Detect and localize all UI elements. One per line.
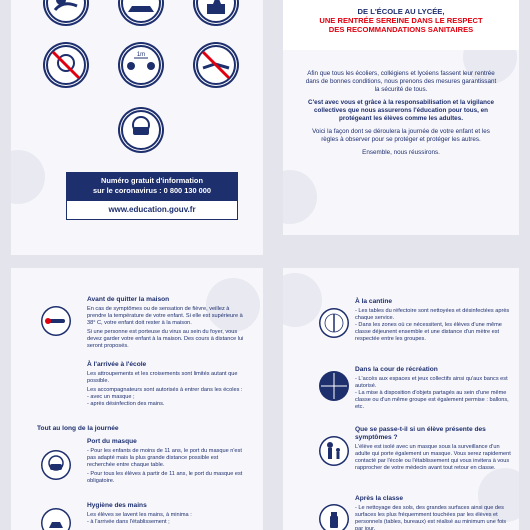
section-mask xyxy=(87,438,245,485)
thermometer-icon xyxy=(41,306,71,336)
spray-bottle-icon xyxy=(319,504,349,530)
face-mask-icon xyxy=(118,107,164,153)
section-text: - avec un masque ; xyxy=(87,394,135,400)
header-line1: DE L'ÉCOLE AU LYCÉE, xyxy=(357,7,445,16)
adult-child-icon xyxy=(319,436,349,466)
intro-panel xyxy=(283,0,519,235)
section-text: Les attroupements et les croisements sont limités autant que possible. xyxy=(87,371,238,384)
section-title: Après la classe xyxy=(355,495,404,502)
section-text: - Pour tous les élèves à partir de 11 ans, le port du masque est obligatoire. xyxy=(87,471,243,484)
section-text: - après désinfection des mains. xyxy=(87,401,165,407)
hotline-line1: Numéro gratuit d'information xyxy=(101,176,203,185)
section-title: Port du masque xyxy=(87,438,137,445)
cutlery-icon xyxy=(319,308,349,338)
cough-into-elbow-icon xyxy=(43,0,89,26)
child-mask-icon xyxy=(41,450,71,480)
hotline-line2: sur le coronavirus : 0 800 130 000 xyxy=(93,186,211,195)
section-title: Avant de quitter la maison xyxy=(87,296,170,303)
no-touching-face-icon xyxy=(43,42,89,88)
section-text: - Les tables du réfectoire sont nettoyées et désinfectées après chaque service. xyxy=(355,308,510,321)
section-after-class xyxy=(355,495,511,530)
section-text: - La mise à disposition d'objets partagés au sein d'une même classe ou d'un même groupe est également permise : ballons, etc. xyxy=(355,390,509,410)
section-before-home xyxy=(87,296,245,350)
virus-watermark xyxy=(283,273,322,327)
header-line2: UNE RENTRÉE SEREINE DANS LE RESPECT xyxy=(319,16,483,25)
daily-routine-panel xyxy=(11,268,263,530)
school-life-panel xyxy=(283,268,519,530)
section-title: Que se passe-t-il si un élève présente des symptômes ? xyxy=(355,426,486,441)
section-title: Hygiène des mains xyxy=(87,502,147,509)
section-text: Les accompagnateurs sont autorisés à entrer dans les écoles : xyxy=(87,387,243,393)
section-text: Les élèves se lavent les mains, à minima : xyxy=(87,512,192,518)
section-text: - à l'arrivée dans l'établissement ; xyxy=(87,519,170,525)
basketball-icon xyxy=(319,371,349,401)
pictogram-panel xyxy=(11,0,263,255)
intro-body xyxy=(303,70,499,162)
intro-paragraph-2: C'est avec vous et grâce à la responsabilisation et la vigilance collectives que nous assurerons l'éducation pour tous, en protégeant les élèves comme les adultes. xyxy=(308,99,494,122)
section-all-day-title: Tout au long de la journée xyxy=(37,425,119,432)
virus-watermark xyxy=(283,170,317,224)
header-line3: DES RECOMMANDATIONS SANITAIRES xyxy=(328,25,474,34)
section-text: - L'accès aux espaces et jeux collectifs ainsi qu'aux bancs est autorisé. xyxy=(355,376,508,389)
section-text: L'élève est isolé avec un masque sous la surveillance d'un adulte qui porte également un masque. Vous serez rapidement contacté par l'école ou l'établissement qui vous invitera à vous rapprocher de votre médecin avant tout retour en classe. xyxy=(355,444,511,471)
distance-label: 1m xyxy=(136,52,146,58)
hand-washing-icon xyxy=(41,508,71,530)
distance-1m-icon xyxy=(118,42,164,88)
section-text: - Le nettoyage des sols, des grandes surfaces ainsi que des surfaces les plus fréquemment touchées par les élèves et personnels (tables, bureaux) est réalisé au minimum une fois par jour. xyxy=(355,505,507,530)
section-hygiene xyxy=(87,502,245,526)
section-text: - Dans les zones où ce nécessitent, les élèves d'une même classe déjeunent ensemble et une distance d'un mètre est respectée entre les groupes. xyxy=(355,322,502,342)
section-symptoms xyxy=(355,426,511,472)
intro-paragraph-3: Voici la façon dont se déroulera la journée de votre enfant et les règles à observer pour se protéger et protéger les autres. xyxy=(312,128,490,143)
website-link[interactable]: www.education.gouv.fr xyxy=(66,200,238,220)
section-canteen xyxy=(355,298,511,343)
intro-paragraph-4: Ensemble, nous réussirons. xyxy=(362,149,440,156)
section-arrival xyxy=(87,361,245,408)
section-title: Dans la cour de récréation xyxy=(355,366,438,373)
section-title: À la cantine xyxy=(355,298,393,305)
section-text: En cas de symptômes ou de sensation de fièvre, veillez à prendre la température de votre enfant. Si elle est supérieure à 38° C, votre enfant doit rester à la maison. xyxy=(87,306,243,326)
intro-header xyxy=(283,0,519,50)
section-recreation xyxy=(355,366,511,411)
intro-paragraph-1: Afin que tous les écoliers, collégiens et lycéens fassent leur rentrée dans de bonnes conditions, nous prenons des mesures garantissant la sécurité de tous. xyxy=(305,70,497,93)
virus-watermark xyxy=(11,150,45,204)
wash-hands-icon xyxy=(118,0,164,26)
hotline-box xyxy=(66,172,238,200)
section-title: À l'arrivée à l'école xyxy=(87,361,147,368)
no-handshake-icon xyxy=(193,42,239,88)
disposable-tissue-icon xyxy=(193,0,239,26)
section-text: Si une personne est porteuse du virus au sein du foyer, vous devez garder votre enfant à la maison. Des cours à distance lui seront proposés. xyxy=(87,329,244,349)
section-text: - Pour les enfants de moins de 11 ans, le port du masque n'est pas adapté mais la plus grande distance possible est recherchée entre chaque table. xyxy=(87,448,242,468)
